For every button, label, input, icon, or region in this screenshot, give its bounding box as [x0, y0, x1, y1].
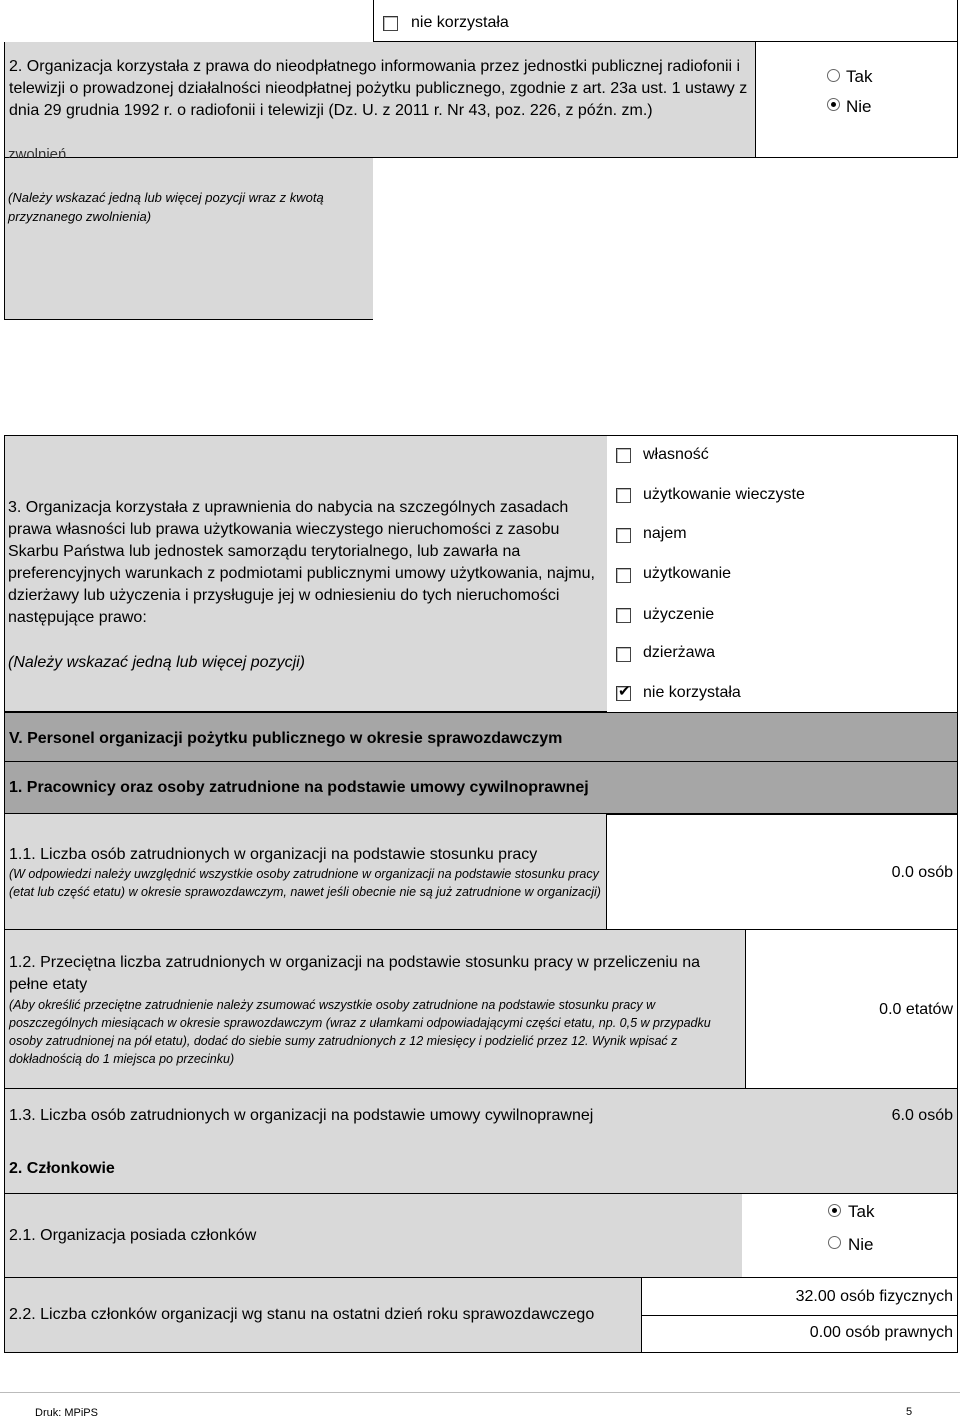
top-nie-korzystala-checkbox[interactable]	[383, 16, 398, 31]
q22-value-natural: 32.00 osób fizycznych	[795, 1288, 953, 1305]
q11-title: 1.1. Liczba osób zatrudnionych w organizacji na podstawie stosunku pracy	[9, 846, 538, 863]
q3-option-check-icon: ✔	[618, 682, 631, 700]
footer-left: Druk: MPiPS	[35, 1407, 98, 1419]
q21-no-label: Nie	[848, 1235, 874, 1254]
q22-answer-box	[641, 1278, 958, 1353]
section5-sub1-title: 1. Pracownicy oraz osoby zatrudnione na podstawie umowy cywilnoprawnej	[9, 779, 589, 796]
q2-lower-box	[4, 158, 373, 320]
q3-option-checkbox[interactable]	[616, 448, 631, 463]
section5-sub2-header	[4, 1139, 958, 1194]
q3-option-label: użytkowanie wieczyste	[643, 486, 805, 503]
q21-no-radio[interactable]	[828, 1236, 841, 1249]
q3-option-checkbox[interactable]	[616, 608, 631, 623]
q3-question-text: 3. Organizacja korzystała z uprawnienia do nabycia na szczególnych zasadach prawa własności lub prawa użytkowania wieczystego nieruchomości z zasobu Skarbu Państwa lub jednostek samorządu terytorialnego, lub zawarła na preferencyjnych warunkach z podmiotami publicznymi umowy użytkowania, najmu, dzierżawy lub użyczenia i przysługuje jej w odniesieniu do tych nieruchomości następujące prawo:	[8, 499, 595, 626]
q2-yes-label: Tak	[846, 67, 873, 86]
q2-instruction: (Należy wskazać jedną lub więcej pozycji wraz z kwotą przyznanego zwolnienia)	[8, 190, 324, 224]
q22-box	[4, 1278, 642, 1353]
q3-option-checkbox[interactable]	[616, 647, 631, 662]
q21-title: 2.1. Organizacja posiada członków	[9, 1227, 257, 1244]
q11-note: (W odpowiedzi należy uwzględnić wszystkie osoby zatrudnione w organizacji na podstawie stosunku pracy (etat lub część etatu) w okresie sprawozdawczym, nawet jeśli obecnie nie są już zatrudnione w organizacji)	[9, 867, 601, 899]
q3-option-label: własność	[643, 446, 709, 463]
q21-yes-radio[interactable]	[828, 1204, 841, 1217]
q13-title: 1.3. Liczba osób zatrudnionych w organizacji na podstawie umowy cywilnoprawnej	[9, 1107, 594, 1124]
q2-question-text: 2. Organizacja korzystała z prawa do nieodpłatnego informowania przez jednostki publicznej radiofonii i telewizji o prowadzonej działalności nieodpłatnej pożytku publicznego, zgodnie z art. 23a ust. 1 ustawy z dnia 29 grudnia 1992 r. o radiofonii i telewizji (Dz. U. z 2011 r. Nr 43, poz. 226, z późn. zm.)	[9, 58, 748, 119]
q2-no-label: Nie	[846, 97, 872, 116]
q12-title: 1.2. Przeciętna liczba zatrudnionych w organizacji na podstawie stosunku pracy w przeliczeniu na pełne etaty	[9, 954, 701, 993]
section5-header	[4, 712, 958, 762]
q3-option-label: najem	[643, 525, 687, 542]
q3-option-label: nie korzystała	[643, 684, 741, 701]
q3-option-label: użytkowanie	[643, 565, 732, 582]
q13-box	[4, 1088, 958, 1140]
q13-value: 6.0 osób	[891, 1107, 953, 1124]
q3-option-checkbox[interactable]	[616, 568, 631, 583]
q22-divider	[641, 1315, 957, 1316]
footer-rule	[0, 1392, 960, 1393]
q3-option-checkbox[interactable]	[616, 488, 631, 503]
q11-answer-box	[606, 814, 958, 929]
q11-box	[4, 814, 607, 929]
section5-sub1-header	[4, 762, 958, 814]
q3-option-checkbox[interactable]	[616, 682, 631, 701]
q21-box	[4, 1194, 742, 1278]
q3-option-label: użyczenie	[643, 606, 715, 623]
q12-box	[4, 929, 746, 1089]
q22-value-legal: 0.00 osób prawnych	[809, 1324, 953, 1341]
q3-instruction: (Należy wskazać jedną lub więcej pozycji)	[8, 654, 306, 671]
q12-answer-box	[745, 929, 958, 1089]
footer-page: 5	[906, 1406, 913, 1418]
q11-value: 0.0 osób	[891, 864, 953, 881]
section5-title: V. Personel organizacji pożytku publicznego w okresie sprawozdawczym	[9, 730, 563, 747]
q2-no-radio[interactable]	[827, 98, 840, 111]
q2-overlap-fragment: zwolnień	[8, 146, 67, 158]
q12-value: 0.0 etatów	[879, 1001, 953, 1018]
q3-option-checkbox[interactable]	[616, 528, 631, 543]
q2-yes-radio[interactable]	[827, 69, 840, 82]
q21-yes-label: Tak	[848, 1202, 875, 1221]
q12-note: (Aby określić przeciętne zatrudnienie należy zsumować wszystkie osoby zatrudnione na podstawie stosunku pracy w poszczególnych miesiącach w okresie sprawozdawczym (wraz z ułamkami odpowiadającymi części etatu, np. 0,5 w przypadku osoby zatrudnionej na pół etatu), dodać do siebie sumy zatrudnionych z 12 miesięcy i podzielić przez 12. Wynik wpisać z dokładnością do 1 miejsca po przecinku)	[9, 998, 711, 1066]
section5-sub2-title: 2. Członkowie	[9, 1160, 115, 1177]
q3-option-label: dzierżawa	[643, 644, 716, 661]
q22-title: 2.2. Liczba członków organizacji wg stanu na ostatni dzień roku sprawozdawczego	[9, 1306, 595, 1323]
top-nie-korzystala-label: nie korzystała	[411, 14, 509, 31]
